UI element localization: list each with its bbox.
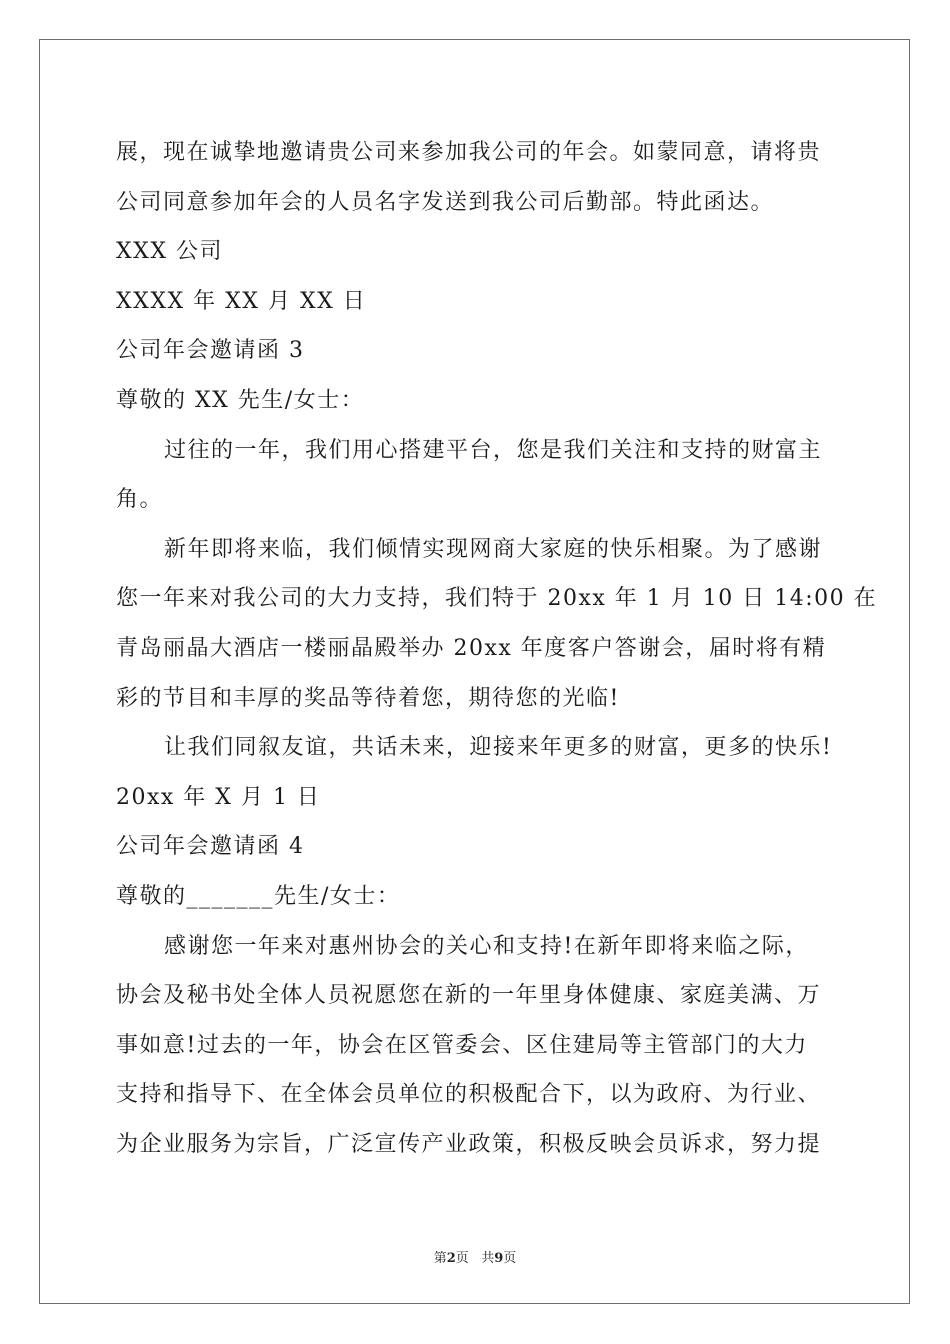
text-line: 感谢您一年来对惠州协会的关心和支持!在新年即将来临之际， [164,933,809,959]
text-line: 过往的一年，我们用心搭建平台，您是我们关注和支持的财富主 [164,437,823,463]
footer-prefix: 第 [433,1251,447,1266]
page-footer [0,1247,950,1266]
footer-total-prefix: 共 [481,1251,495,1266]
text-line: 彩的节目和丰厚的奖品等待着您，期待您的光临! [116,685,620,711]
text-line: 公司年会邀请函 3 [116,338,305,364]
text-line: 协会及秘书处全体人员祝愿您在新的一年里身体健康、家庭美满、万 [116,983,822,1009]
text-line: 尊敬的 XX 先生/女士： [116,387,365,413]
text-line: 青岛丽晶大酒店一楼丽晶殿举办 20xx 年度客户答谢会，届时将有精 [116,635,827,661]
text-line: 展，现在诚挚地邀请贵公司来参加我公司的年会。如蒙同意，请将贵 [116,140,822,165]
footer-page-suffix: 页 [455,1251,469,1266]
text-line: 公司同意参加年会的人员名字发送到我公司后勤部。特此函达。 [116,189,775,215]
text-line: 角。 [116,487,164,513]
text-line: 您一年来对我公司的大力支持，我们特于 20xx 年 1 月 10 日 14:00 在 [116,586,878,612]
text-line: 事如意!过去的一年，协会在区管委会、区住建局等主管部门的大力 [116,1032,808,1058]
text-line: 公司年会邀请函 4 [116,834,305,860]
document-body [116,128,878,1169]
text-line: 支持和指导下、在全体会员单位的积极配合下，以为政府、为行业、 [116,1082,822,1108]
footer-current-page: 2 [446,1251,456,1266]
text-line: 20xx 年 X 月 1 日 [116,784,321,810]
text-line: 为企业服务为宗旨，广泛宣传产业政策，积极反映会员诉求，努力提 [116,1131,822,1157]
text-line: XXXX 年 XX 月 XX 日 [116,288,367,314]
footer-total-pages: 9 [494,1251,504,1266]
text-line: XXX 公司 [116,239,223,265]
footer-total-suffix: 页 [503,1251,517,1266]
text-line: 新年即将来临，我们倾情实现网商大家庭的快乐相聚。为了感谢 [164,536,823,562]
text-line: 尊敬的_______先生/女士： [116,883,401,909]
text-line: 让我们同叙友谊，共话未来，迎接来年更多的财富，更多的快乐! [164,735,833,761]
